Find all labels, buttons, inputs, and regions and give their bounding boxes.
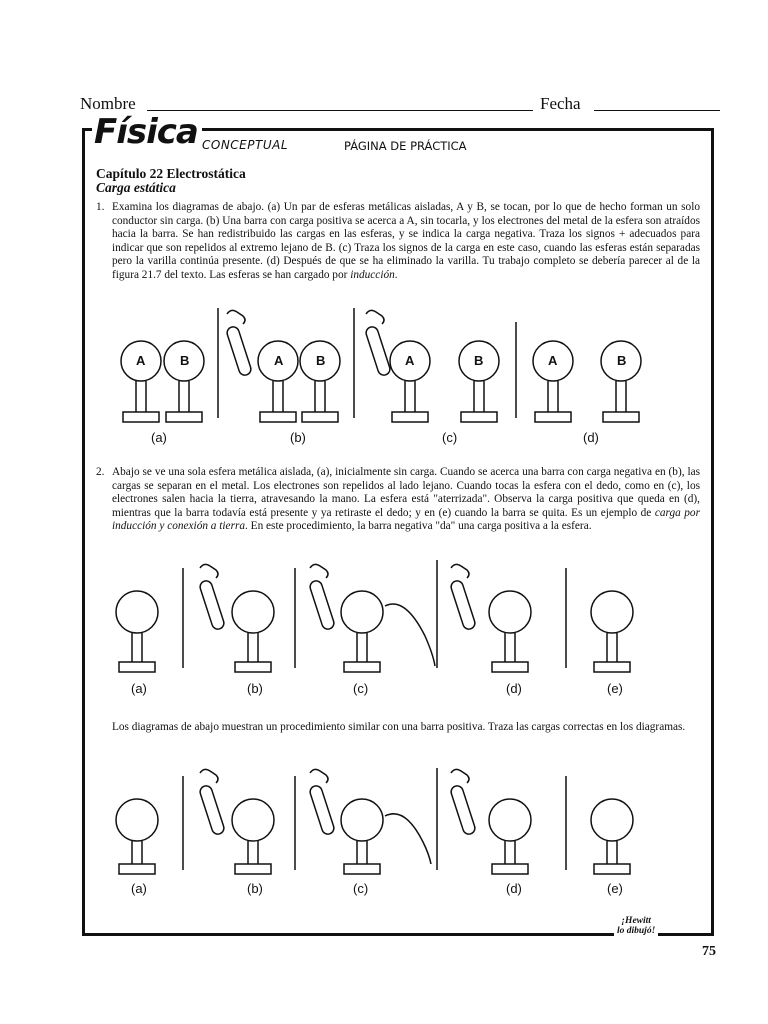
q2-caption-a: (a) (131, 681, 147, 696)
brand-logo: Física (92, 113, 202, 151)
q1c-hand (366, 310, 384, 324)
q2e-sphere (591, 591, 633, 633)
q1-caption-d: (d) (583, 430, 599, 445)
q1a-sphere-a-label: A (136, 353, 146, 368)
q3b-hand (200, 769, 218, 783)
q3-caption-e: (e) (607, 881, 623, 896)
q3b-base (235, 864, 271, 874)
q1-caption-a: (a) (151, 430, 167, 445)
q2c-base (344, 662, 380, 672)
q1d-a-base (535, 412, 571, 422)
q1c-rod (365, 325, 392, 376)
q3c-sphere (341, 799, 383, 841)
q2b-rod (199, 579, 226, 630)
q2d-rod (450, 579, 477, 630)
q1a-a-base (123, 412, 159, 422)
q2d-base (492, 662, 528, 672)
q3c-rod (309, 784, 336, 835)
q1b-rod (226, 325, 253, 376)
q3e-sphere (591, 799, 633, 841)
q2-text-main: Abajo se ve una sola esfera metálica aislada, (a), inicialmente sin carga. Cuando se acerca una barra con carga negativa en (b), las cargas se separan en el metal. Los electrones son repelidos al lado lejano. Cuando tocas la esfera con el dedo, como en (c), los electrones salen hacia la tierra, atravesando la mano. La esfera está "aterrizada". Observa la carga positiva que queda en (d), mientras que la barra todavía está presente y ya retiraste el dedo; y en (e) cuando la barra se quita. Es un ejemplo de (112, 466, 700, 519)
q1a-b-base (166, 412, 202, 422)
q2b-sphere (232, 591, 274, 633)
date-label: Fecha (540, 94, 581, 113)
q2-caption-e: (e) (607, 681, 623, 696)
signature-line-1: ¡Hewitt (621, 916, 651, 926)
q1c-sphere-a-label: A (405, 353, 415, 368)
brand-subtitle: CONCEPTUAL (202, 138, 289, 152)
page-number: 75 (702, 944, 716, 959)
q2-caption-d: (d) (506, 681, 522, 696)
q2d-sphere (489, 591, 531, 633)
q3d-hand (451, 769, 469, 783)
q3-caption-d: (d) (506, 881, 522, 896)
q3-caption-a: (a) (131, 881, 147, 896)
section-title: Carga estática (96, 180, 176, 195)
signature-line-2: lo dibujó! (617, 926, 656, 936)
q3d-base (492, 864, 528, 874)
q1a-sphere-b-label: B (180, 353, 190, 368)
q2c-sphere (341, 591, 383, 633)
q3-text: Los diagramas de abajo muestran un procedimiento similar con una barra positiva. Traza las cargas correctas en los diagramas. (112, 721, 686, 733)
signature-stamp (614, 916, 658, 936)
q3c-hand-arm (385, 814, 431, 864)
q2-caption-c: (c) (353, 681, 369, 696)
q1b-sphere-b-label: B (316, 353, 326, 368)
q3-caption-c: (c) (353, 881, 369, 896)
q2e-base (594, 662, 630, 672)
q1-text-main: Examina los diagramas de abajo. (a) Un par de esferas metálicas aisladas, A y B, se tocan, por lo que de hecho forman un solo conductor sin carga. (b) Una barra con carga positiva se acerca a A, sin tocarla, y los electrones del metal de la esfera son atraídos hacia la barra. Se han redistribuido las cargas en las esferas, y se indica la carga negativa. Traza los signos + adecuados para indicar que son repelidos al extremo lejano de B. (c) Traza los signos de la carga en este caso, cuando las esferas están separadas pero la varilla continúa presente. (d) Después de que se ha eliminado la varilla. Tu trabajo completo se debería parecer al de la figura 21.7 del texto. Las esferas se han cargado por (112, 201, 700, 281)
chapter-title: Capítulo 22 Electrostática (96, 166, 246, 181)
q1d-sphere-b-label: B (617, 353, 627, 368)
q1-text-end: . (394, 268, 398, 281)
q2-text (112, 466, 700, 534)
q2c-rod (309, 579, 336, 630)
q1c-sphere-b-label: B (474, 353, 484, 368)
practice-page-label: PÁGINA DE PRÁCTICA (344, 139, 467, 153)
q2-caption-b: (b) (247, 681, 263, 696)
q3c-base (344, 864, 380, 874)
q1b-hand (227, 310, 245, 324)
q3d-rod (450, 784, 477, 835)
q1c-a-base (392, 412, 428, 422)
q1-caption-b: (b) (290, 430, 306, 445)
q1b-b-base (302, 412, 338, 422)
q2b-base (235, 662, 271, 672)
q3a-base (119, 864, 155, 874)
q3c-hand (310, 769, 328, 783)
name-label: Nombre (80, 94, 136, 113)
q3-caption-b: (b) (247, 881, 263, 896)
q2a-sphere (116, 591, 158, 633)
q1-caption-c: (c) (442, 430, 458, 445)
q2b-hand (200, 564, 218, 578)
q3d-sphere (489, 799, 531, 841)
q2c-hand (310, 564, 328, 578)
q1c-b-base (461, 412, 497, 422)
q1d-sphere-a-label: A (548, 353, 558, 368)
q1b-sphere-a-label: A (274, 353, 284, 368)
q1b-a-base (260, 412, 296, 422)
q1-number: 1. (96, 201, 105, 213)
q2d-hand (451, 564, 469, 578)
q1d-b-base (603, 412, 639, 422)
q2-text-emphasis: carga por inducción y conexión a tierra (112, 506, 700, 533)
q1-text-emphasis: inducción (350, 268, 395, 281)
q3e-base (594, 864, 630, 874)
q2a-base (119, 662, 155, 672)
q3a-sphere (116, 799, 158, 841)
q3b-rod (199, 784, 226, 835)
q3b-sphere (232, 799, 274, 841)
q2c-hand-arm (385, 604, 435, 666)
q2-number: 2. (96, 466, 105, 478)
q2-text-end: . En este procedimiento, la barra negativa "da" una carga positiva a la esfera. (245, 520, 592, 533)
